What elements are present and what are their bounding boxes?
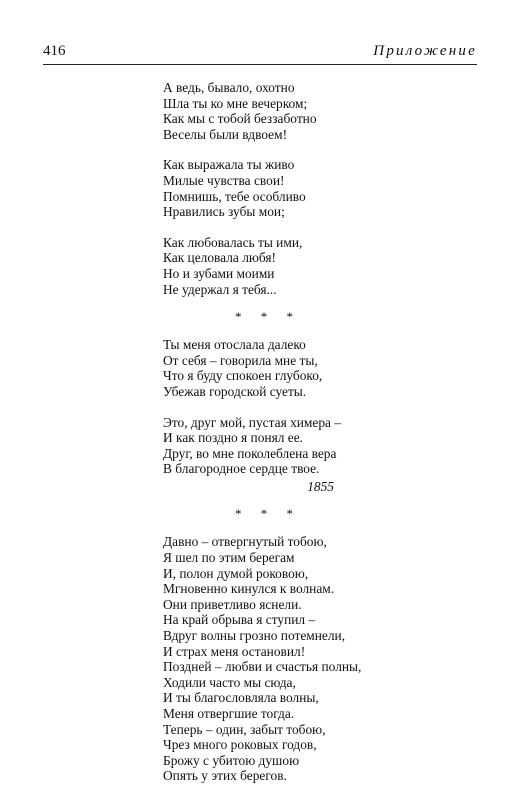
verse-line: Мгновенно кинулся к волнам. xyxy=(163,581,335,597)
stanza xyxy=(163,80,383,142)
verse-line: Я шел по этим берегам xyxy=(163,550,295,566)
verse-line: В благородное сердце твое. xyxy=(163,461,320,477)
verse-line: Поздней – любви и счастья полны, xyxy=(163,659,362,675)
verse-line: Брожу с убитою душою xyxy=(163,752,300,768)
verse-line: От себя – говорила мне ты, xyxy=(163,352,318,368)
verse-line: И, полон думой роковою, xyxy=(163,565,309,581)
verse-line: И как поздно я понял ее. xyxy=(163,430,304,446)
verse-line: Милые чувства свои! xyxy=(163,172,285,188)
verse-line: Что я буду спокоен глубоко, xyxy=(163,368,323,384)
verse-line: На край обрыва я ступил – xyxy=(163,612,316,628)
page-header xyxy=(43,42,477,65)
verse-line: Убежав городской суеты. xyxy=(163,383,307,399)
running-title: Приложение xyxy=(373,43,477,59)
verse-line: Веселы были вдвоем! xyxy=(163,126,288,142)
verse-line: Не удержал я тебя... xyxy=(163,281,277,297)
verse-line: И ты благословляла волны, xyxy=(163,690,319,706)
verse-line: Как целовала любя! xyxy=(163,250,277,266)
verse-line: Друг, во мне поколеблена вера xyxy=(163,445,337,461)
verse-line: Вдруг волны грозно потемнели, xyxy=(163,628,346,644)
stanza xyxy=(163,235,383,297)
stanza xyxy=(163,157,383,219)
verse-line: Шла ты ко мне вечерком; xyxy=(163,95,308,111)
stanza xyxy=(163,337,383,399)
verse-line: Как мы с тобой беззаботно xyxy=(163,111,317,127)
poem-3 xyxy=(163,534,383,784)
poem-2 xyxy=(163,337,383,494)
verse-line: Ходили часто мы сюда, xyxy=(163,674,296,690)
verse-line: Давно – отвергнутый тобою, xyxy=(163,534,327,550)
verse-line: Но и зубами моими xyxy=(163,265,275,281)
page-number: 416 xyxy=(43,43,66,59)
section-separator: * * * xyxy=(235,309,301,325)
verse-line: Меня отвергшие тогда. xyxy=(163,706,295,721)
verse-line: Теперь – один, забыт тобою, xyxy=(163,721,326,737)
verse-line: Нравились зубы мои; xyxy=(163,204,285,220)
poem-date: 1855 xyxy=(307,478,334,494)
section-separator: * * * xyxy=(235,506,301,522)
stanza xyxy=(163,415,383,495)
verse-line: Как выражала ты живо xyxy=(163,157,295,173)
verse-line: И страх меня остановил! xyxy=(163,643,306,659)
verse-line: Как любовалась ты ими, xyxy=(163,234,303,250)
verse-line: Помнишь, тебе особливо xyxy=(163,188,306,204)
stanza xyxy=(163,534,383,784)
verse-line: Чрез много роковых годов, xyxy=(163,737,317,753)
verse-line: Это, друг мой, пустая химера – xyxy=(163,414,342,430)
verse-line: А ведь, бывало, охотно xyxy=(163,80,295,95)
verse-line: Ты меня отослала далеко xyxy=(163,337,306,353)
poem-1 xyxy=(163,80,383,297)
verse-line: Они приветливо яснели. xyxy=(163,596,302,612)
verse-line: Опять у этих берегов. xyxy=(163,768,287,784)
poem-area xyxy=(163,80,383,784)
